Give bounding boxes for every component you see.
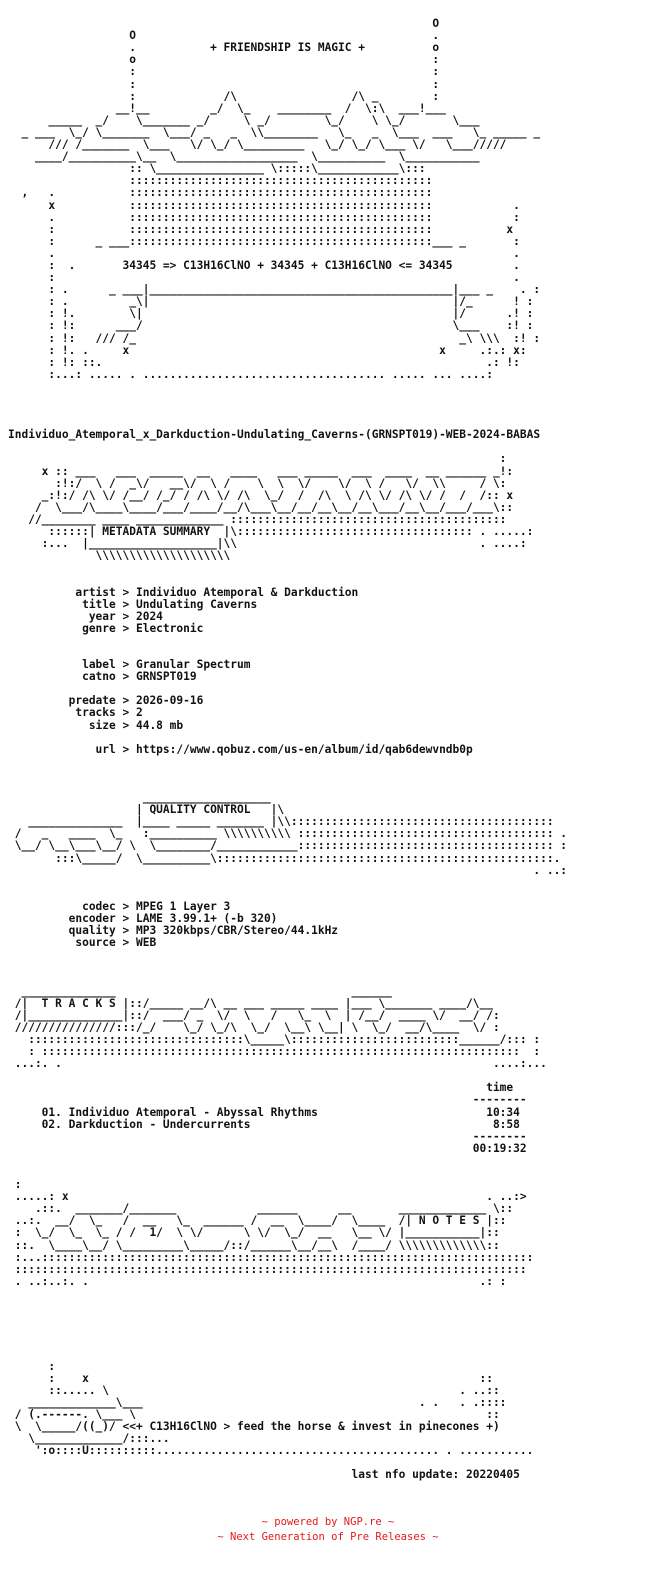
powered-by-suffix: ~: [381, 1516, 395, 1528]
footer-tagline: ~ Next Generation of Pre Releases ~: [217, 1531, 439, 1543]
powered-by-prefix: ~ powered by: [261, 1516, 344, 1528]
footer-powered-by: [0, 1515, 656, 1530]
ngp-link[interactable]: NGP.re: [343, 1516, 382, 1528]
footer: [0, 1515, 656, 1545]
nfo-text: O O . . + FRIENDSHIP IS MAGIC + o o : : : : : : /\ /\ _ : __!__ _/ \_ ________ / \:\ ___!___ _____ _/ \_______ _/ \ _/ \_/ \ \_/ \___ _ ___ \_/ \_______ \___/ _ _ \\________ \_ _ \___ ___ \_ _____ _ /// /_______ \___ \/ \_/ \_________ \_/ \_/ \___ \/ \___///// ____/__________\__ \__________________ \__________ \___________ :: \________________ \:::::\____________\::: ::::::::::::::::::::::::::::::::::::::::::::: , . ::::::::::::::::::::::::::::::::::::::::::::: x ::::::::::::::::::::::::::::::::::::::::::::: . . ::::::::::::::::::::::::::::::::::::::::::::: : : ::::::::::::::::::::::::::::::::::::::::::::: x : _ ___:::::::::::::::::::::::::::::::::::::::::::::___ _ : . . : . 34345 => C13H16ClNO + 34345 + C13H16ClNO <= 34345 . : . : . _ ___|_____________________________________________|___ _ . : : . _\| |/_ ! : : !. \| |/ .! : : !: ___/ \___ :! : : !: /// /_ _\ \\\ :! : : !. . x x .:.: x: : !: ::. .: !: :...: ..... . .................................... ..... ... ....: Individuo_Atemporal_x_Darkduction-Undulating_Caverns-(GRNSPT019)-WEB-2024-BABAS : x :: ___ ___ _____ __ ____ ___ _____ ___ ____ __ ______ _!: :!:/ \ / _\/ __\/ \ / \ \ \/ \/ \ / \/ \\ / \: _:!:/ /\ \/ /__/ /_/ / /\ \/ /\ \_/ / /\ \ /\ \/ /\ \/ / / /:: x / \___/\____\____/___/____/__/\___\__/__/__\__/__\___/__\__/___/___\:: //________ ____ _____________ ::::::::::::::::::::::::::::::::::::::::: ::::::| METADATA SUMMARY |\::::::::::::::::::::::::::::::::::: . .....: :... |___________________|\\ . ....: \\\\\\\\\\\\\\\\\\\\ artist > Individuo Atemporal & Darkduction title > Undulating Caverns year > 2024 genre > Electronic label > Granular Spectrum catno > GRNSPT019 predate > 2026-09-16 tracks > 2 size > 44.8 mb url > https://www.qobuz.com/us-en/album/id/qab6dewvndb0p ___________________ | QUALITY CONTROL |\ ______________ |____ _____ _______ |\\::::::::::::::::::::::::::::::::::::::: / _ ____ \_ :__________ \\\\\\\\\\ :::::::::::::::::::::::::::::::::::::: . \__/ \__\___\__/ \ \________/____________:::::::::::::::::::::::::::::::::::::: : :::\_____/ \__________\::::::::::::::::::::::::::::::::::::::::::::::::::. . ..: codec > MPEG 1 Layer 3 encoder > LAME 3.99.1+ (-b 320) quality > MP3 320kbps/CBR/Stereo/44.1kHz source > WEB ______________ ______ /| T R A C K S |::/_____ __/\ __ ___ _____ ____ |___ \_______ ____/\__ /|______________|::/ ___/ _ \/ \ / \_ \ | /__/ ____ \/ __/ /: ///////////////:::/_/ \_/ \_/\ \_/ \__\ \__| \ \_/ __/\____ \/ : ::::::::::::::::::::::::::::::::\_____\:::::::::::::::::::::::::______/::: : : ::::::::::::::::::::::::::::::::::::::::::::::::::::::::::::::::::::::: : ...:. . ....:... time -------- 01. Individuo Atemporal - Abyssal Rhythms 10:34 02. Darkduction - Undercurrents 8:58 -------- 00:19:32 : .....: x . ..:> .::. _______/_______ ______ __ _____________ \:: ..:. __/ \_ / __ \_ ______ / __ \____/ \____ /| N O T E S |:: : \_/ \_ \_ / / 1/ \ \/ \ \/ \_/ __ \__ \/ |___________|:: ::. \____\__/ \_________\_____/::/______\__/__\ /____/ \\\\\\\\\\\\\:: :...::::::::::::::::::::::::::::::::::::::::::::::::::::::::::::::::::::::::: :::::::::::::::::::::::::::::::::::::::::::::::::::::::::::::::::::::::::::: . ..:..:. . .: : : : x :: ::..... \ . ..:: _____________\___ . . . .:::: / (.------. \___ \ :: \ \_____/((_)/ <<+ C13H16ClNO > feed the horse & invest in pinecones +) \_____________/:::... ':o::::U::::::::::.......................................... . ........... last nfo update: 20220405: [8, 17, 568, 1482]
